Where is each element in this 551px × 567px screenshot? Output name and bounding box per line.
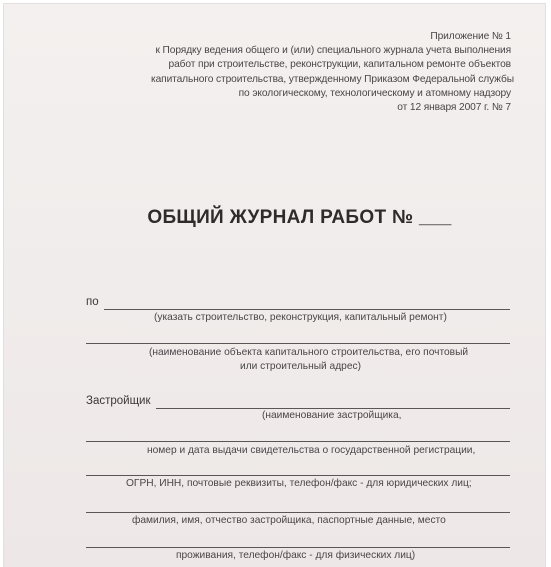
annex-line-2: к Порядку ведения общего и (или) специального журнала учета выполнения [155, 45, 511, 57]
po-caption: (указать строительство, реконструкция, капитальный ремонт) [154, 312, 447, 323]
object-input-line[interactable] [86, 343, 510, 344]
developer-label: Застройщик [86, 395, 151, 407]
ogrn-caption: ОГРН, ИНН, почтовые реквизиты, телефон/факс - для юридических лиц; [126, 478, 472, 489]
annex-line-3: работ при строительстве, реконструкции, капитальном ремонте объектов [168, 59, 511, 71]
developer-caption: (наименование застройщика, [262, 410, 402, 421]
registration-caption: номер и дата выдачи свидетельства о государственной регистрации, [147, 445, 476, 456]
person-caption: фамилия, имя, отчество застройщика, паспортные данные, место [132, 515, 446, 526]
developer-input-line[interactable] [156, 408, 510, 409]
registration-input-line[interactable] [86, 441, 510, 442]
object-caption-2: или строительный адрес) [240, 361, 361, 372]
residence-input-line[interactable] [86, 547, 510, 548]
po-label: по [86, 296, 99, 308]
person-input-line[interactable] [86, 512, 510, 513]
annex-line-6: от 12 января 2007 г. № 7 [397, 102, 511, 114]
journal-title: ОБЩИЙ ЖУРНАЛ РАБОТ № ___ [147, 207, 452, 228]
residence-caption: проживания, телефон/факс - для физических лиц) [176, 550, 416, 561]
po-input-line[interactable] [104, 309, 510, 310]
object-caption-1: (наименование объекта капитального строительства, его почтовый [149, 347, 469, 358]
annex-line-1: Приложение № 1 [430, 31, 511, 42]
ogrn-input-line[interactable] [86, 475, 510, 476]
annex-line-5: по экологическому, технологическому и атомному надзору [238, 87, 511, 99]
annex-line-4: капитального строительства, утвержденному Приказом Федеральной службы [151, 73, 514, 85]
journal-page [4, 4, 545, 567]
annex-header [151, 30, 514, 115]
